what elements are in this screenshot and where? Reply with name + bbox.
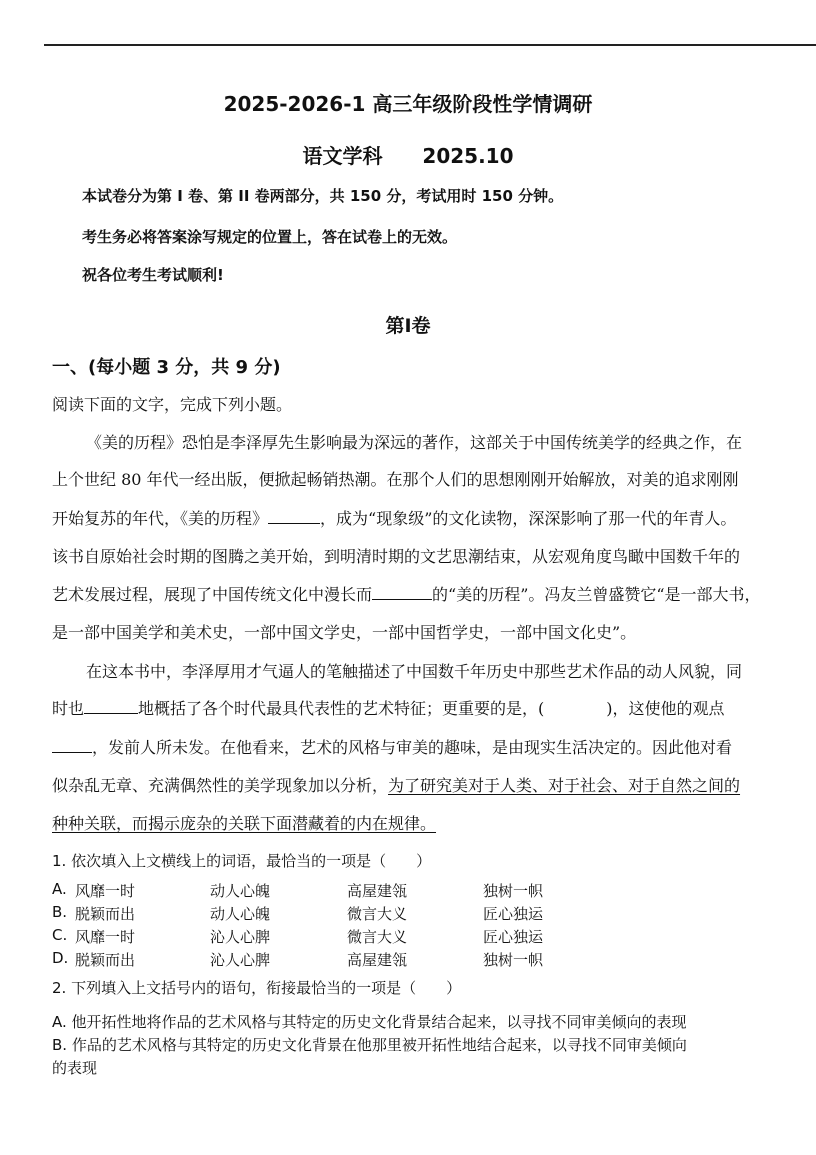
option-label: A. [52,880,67,898]
question-2-option-b: B. 作品的艺术风格与其特定的历史文化背景在他那里被开拓性地结合起来，以寻找不同审美倾向 [52,1036,687,1054]
question-2-option-a: A. 他开拓性地将作品的艺术风格与其特定的历史文化背景结合起来，以寻找不同审美倾向的表现 [52,1013,687,1031]
volume-title: 第I卷 [385,315,431,337]
option-word: 沁人心脾 [210,951,271,969]
exam-date: 2025.10 [422,144,514,168]
underlined-sentence: 种种关联，而揭示庞杂的关联下面潜藏着的内在规律。 [52,814,437,833]
option-word: 动人心魄 [210,905,271,923]
option-word: 脱颖而出 [75,951,136,969]
option-word: 微言大义 [347,905,408,923]
passage-line: 《美的历程》恐怕是李泽厚先生影响最为深远的著作，这部关于中国传统美学的经典之作，在 [86,433,743,452]
passage-text: 的“美的历程”。冯友兰曾盛赞它“是一部大书， [432,585,761,604]
instruction-2: 考生务必将答案涂写规定的位置上，答在试卷上的无效。 [82,228,458,246]
passage-line: 是一部中国美学和美术史，一部中国文学史，一部中国哲学史，一部中国文化史”。 [52,623,637,642]
instruction-3: 祝各位考生考试顺利! [82,266,224,284]
passage-text: ，成为“现象级”的文化读物，深深影响了那一代的年青人。 [320,509,737,528]
passage-text: 时也 [52,699,85,718]
passage-line [52,735,732,758]
option-word: 微言大义 [347,928,408,946]
passage-line: 在这本书中，李泽厚用才气逼人的笔触描述了中国数千年历史中那些艺术作品的动人风貌，同 [86,662,743,681]
passage-text: 开始复苏的年代，《美的历程》 [52,509,269,528]
passage-text: 地概括了各个时代最具代表性的艺术特征；更重要的是，( [138,699,545,718]
subject-label: 语文学科 [302,144,383,168]
passage-line [52,696,725,719]
exam-title: 2025-2026-1 高三年级阶段性学情调研 [223,92,593,116]
option-word: 独树一帜 [483,951,544,969]
option-word: 动人心魄 [210,882,271,900]
option-word: 风靡一时 [75,882,136,900]
option-word: 高屋建瓴 [347,882,408,900]
option-word: 独树一帜 [483,882,544,900]
passage-text: )，这使他的观点 [606,699,725,718]
option-word: 匠心独运 [483,928,544,946]
fill-blank-1 [268,509,320,524]
option-word: 匠心独运 [483,905,544,923]
passage-line [52,582,761,605]
subject-line [0,140,816,169]
instruction-1: 本试卷分为第 I 卷、第 II 卷两部分，共 150 分，考试用时 150 分钟。 [82,187,564,205]
passage-line [52,506,736,529]
option-word: 脱颖而出 [75,905,136,923]
option-label: B. [52,903,68,921]
option-word: 风靡一时 [75,928,136,946]
question-1-stem: 1. 依次填入上文横线上的词语，最恰当的一项是（ ） [52,852,432,870]
question-2-stem: 2. 下列填入上文括号内的语句，衔接最恰当的一项是（ ） [52,979,462,997]
fill-blank-3 [84,699,138,714]
fill-blank-2 [372,585,432,600]
passage-text: ，发前人所未发。在他看来，艺术的风格与审美的趣味，是由现实生活决定的。因此他对看 [92,738,733,757]
option-label: D. [52,949,69,967]
section-direction: 阅读下面的文字，完成下列小题。 [52,395,293,414]
underlined-sentence: 为了研究美对于人类、对于社会、对于自然之间的 [388,776,741,795]
option-label: C. [52,926,68,944]
passage-line: 上个世纪 80 年代一经出版，便掀起畅销热潮。在那个人们的思想刚刚开始解放，对美的追求刚刚 [52,470,739,489]
question-2-option-b-cont: 的表现 [52,1059,98,1077]
passage-text: 艺术发展过程，展现了中国传统文化中漫长而 [52,585,373,604]
section-heading: 一、(每小题 3 分，共 9 分) [52,357,281,378]
top-rule [44,44,816,46]
fill-blank-4 [52,738,92,753]
passage-text: 似杂乱无章、充满偶然性的美学现象加以分析， [52,776,389,795]
passage-line [52,773,740,796]
passage-line: 该书自原始社会时期的图腾之美开始，到明清时期的文艺思潮结束，从宏观角度鸟瞰中国数千年的 [52,547,741,566]
option-word: 高屋建瓴 [347,951,408,969]
option-word: 沁人心脾 [210,928,271,946]
